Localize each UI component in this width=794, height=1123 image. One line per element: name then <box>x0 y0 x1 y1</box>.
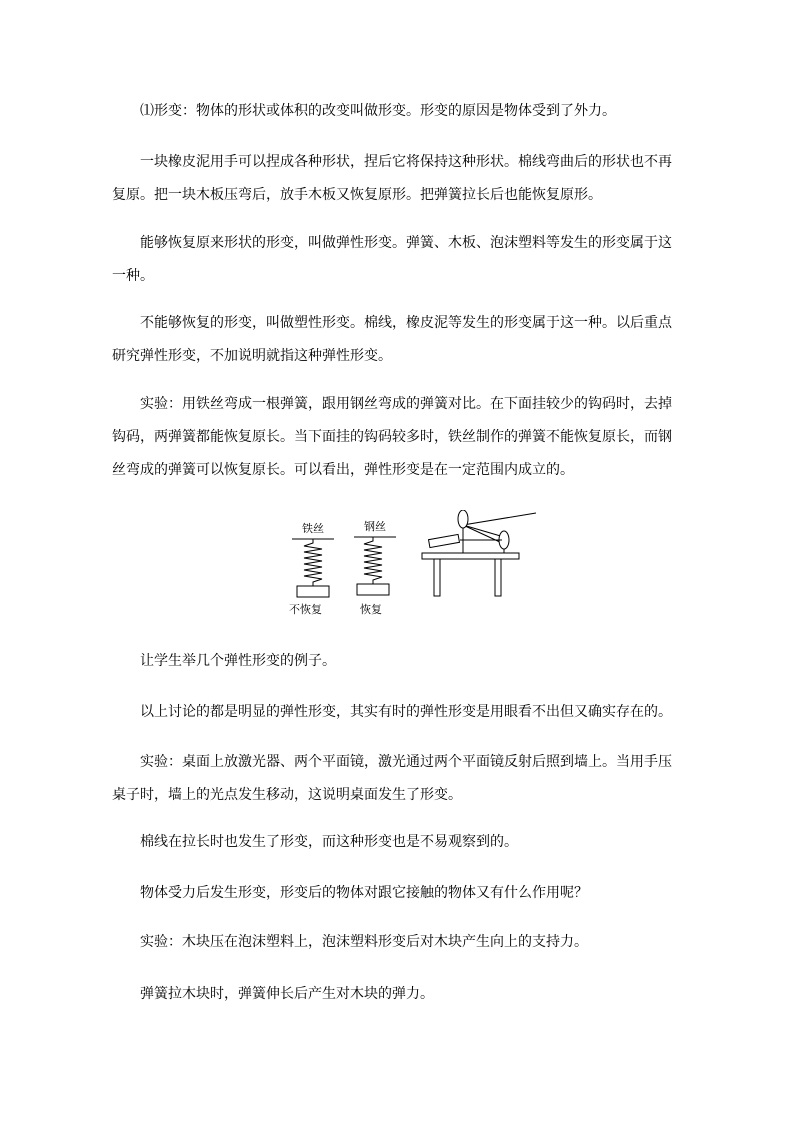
paragraph-cotton-thread: 棉线在拉长时也发生了形变，而这种形变也是不易观察到的。 <box>140 834 518 850</box>
laser-device <box>429 534 460 547</box>
iron-spring-weight <box>297 586 329 597</box>
steel-spring-weight <box>357 584 389 595</box>
paragraph-plasticine-example: 一块橡皮泥用手可以捏成各种形状，捏后它将保持这种形状。棉线弯曲后的形状也不再复原。把一块木板压弯后，放手木板又恢复原形。把弹簧拉长后也能恢复原形。 <box>112 154 672 203</box>
table-leg-right <box>495 559 501 596</box>
paragraph-spring-experiment: 实验：用铁丝弯成一根弹簧，跟用钢丝弯成的弹簧对比。在下面挂较少的钩码时，去掉钩码，两弹簧都能恢复原长。当下面挂的钩码较多时，铁丝制作的弹簧不能恢复原长，而钢丝弯成的弹簧可以恢复原长。可以看出，弹性形变是在一定范围内成立的。 <box>112 396 672 478</box>
paragraph-spring-force: 弹簧拉木块时，弹簧伸长后产生对木块的弹力。 <box>140 986 434 1002</box>
laser-beam <box>463 513 536 525</box>
paragraph-student-examples: 让学生举几个弹性形变的例子。 <box>140 653 336 669</box>
table-top <box>422 553 519 559</box>
table-leg-left <box>434 559 440 596</box>
laser-beam-reflect-1 <box>463 525 504 537</box>
recover-label: 恢复 <box>360 603 382 616</box>
paragraph-elastic-deformation: 能够恢复原来形状的形变，叫做弹性形变。弹簧、木板、泡沫塑料等发生的形变属于这一种。 <box>112 235 672 284</box>
deformation-figure <box>284 510 544 620</box>
iron-spring-coil <box>304 539 322 586</box>
paragraph-foam-experiment: 实验：木块压在泡沫塑料上，泡沫塑料形变后对木块产生向上的支持力。 <box>140 934 588 950</box>
iron-wire-label: 铁丝 <box>302 522 324 535</box>
mirror-1 <box>458 510 468 528</box>
not-recover-label: 不恢复 <box>289 603 322 616</box>
steel-wire-label: 钢丝 <box>364 520 386 533</box>
paragraph-question: 物体受力后发生形变，形变后的物体对跟它接触的物体又有什么作用呢？ <box>140 885 588 901</box>
paragraph-invisible-deformation: 以上讨论的都是明显的弹性形变，其实有时的弹性形变是用眼看不出但又确实存在的。 <box>140 704 672 720</box>
steel-spring-coil <box>364 537 382 584</box>
paragraph-deformation-definition: ⑴形变：物体的形状或体积的改变叫做形变。形变的原因是物体受到了外力。 <box>140 103 616 119</box>
paragraph-plastic-deformation: 不能够恢复的形变，叫做塑性形变。棉线，橡皮泥等发生的形变属于这一种。以后重点研究弹性形变，不加说明就指这种弹性形变。 <box>112 315 672 364</box>
paragraph-laser-experiment: 实验：桌面上放激光器、两个平面镜，激光通过两个平面镜反射后照到墙上。当用手压桌子时，墙上的光点发生移动，这说明桌面发生了形变。 <box>112 754 672 803</box>
